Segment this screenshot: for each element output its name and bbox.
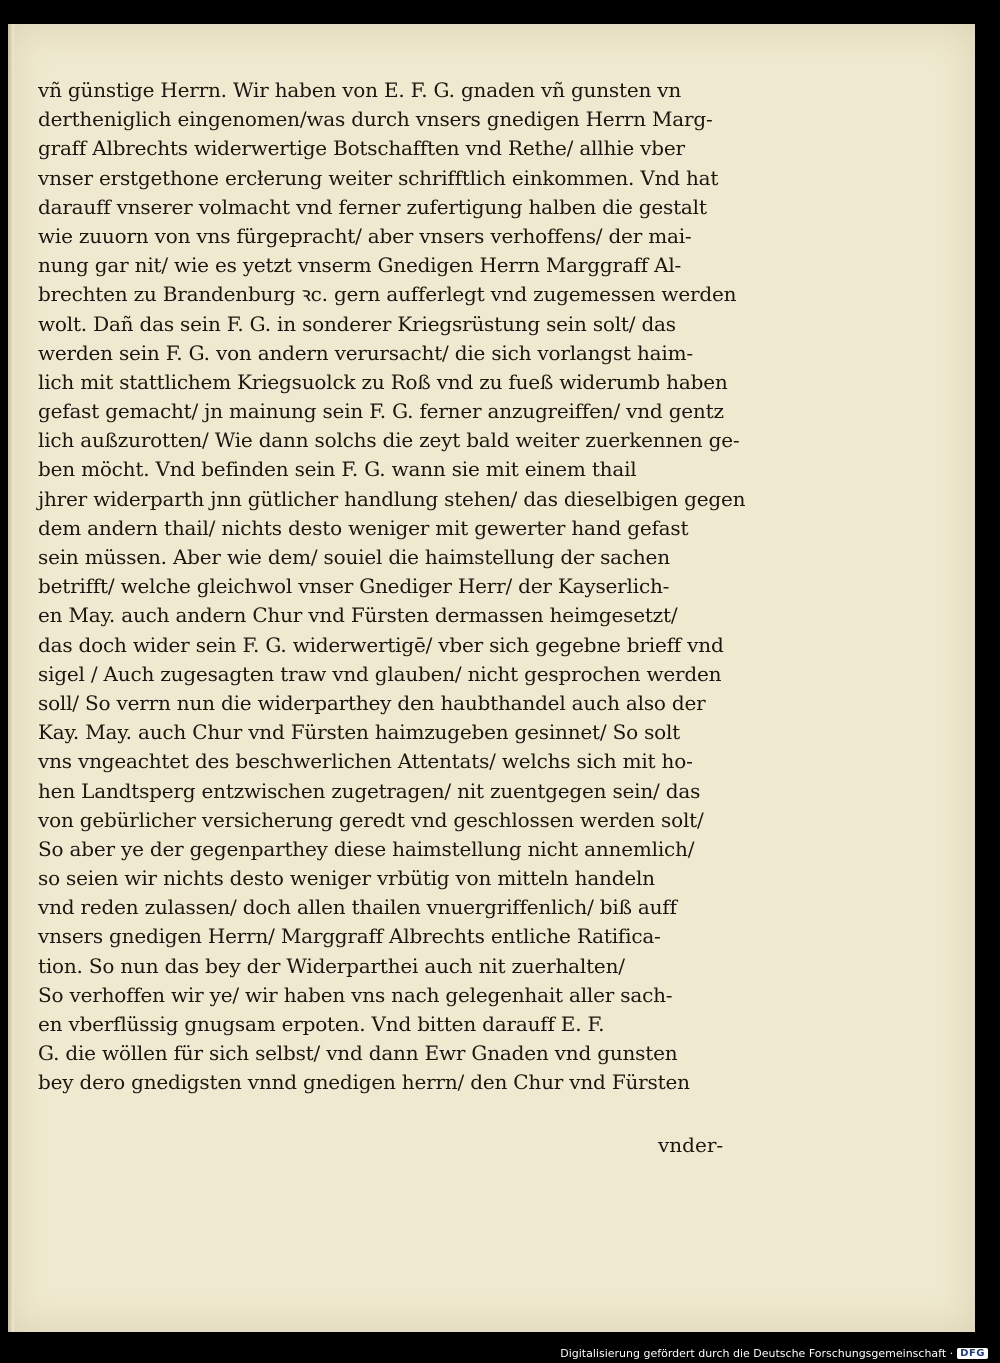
text-line: lich außzurotten/ Wie dann solchs die zeyt bald weiter zuerkennen ge-	[38, 428, 740, 453]
text-line: darauff vnserer volmacht vnd ferner zufertigung halben die gestalt	[38, 194, 707, 219]
text-line: vns vngeachtet des beschwerlichen Attentats/ welchs sich mit ho-	[38, 749, 693, 774]
text-line: vnsers gnedigen Herrn/ Marggraff Albrechts entliche Ratifica-	[38, 924, 661, 949]
text-line: en May. auch andern Chur vnd Fürsten dermassen heimgesetzt/	[38, 603, 678, 628]
text-line: brechten zu Brandenburg ꝛc. gern aufferlegt vnd zugemessen werden	[38, 282, 737, 307]
text-line: wie zuuorn von vns fürgepracht/ aber vnsers verhoffens/ der mai-	[38, 223, 692, 248]
catchword: vnder-	[658, 1133, 724, 1157]
document-page	[8, 24, 975, 1332]
text-block	[38, 76, 798, 1098]
text-line: So aber ye der gegenparthey diese haimstellung nicht annemlich/	[38, 836, 695, 861]
text-line: das doch wider sein F. G. widerwertigē/ vber sich gegebne brieff vnd	[38, 632, 724, 657]
text-line: Kay. May. auch Chur vnd Fürsten haimzugeben gesinnet/ So solt	[38, 720, 681, 745]
text-line: dem andern thail/ nichts desto weniger mit gewerter hand gefast	[38, 515, 689, 540]
text-line: dertheniglich eingenomen/was durch vnsers gnedigen Herrn Marg-	[38, 107, 713, 132]
text-line: lich mit stattlichem Kriegsuolck zu Roß vnd zu fueß widerumb haben	[38, 369, 728, 394]
text-line: tion. So nun das bey der Widerparthei auch nit zuerhalten/	[38, 953, 625, 978]
text-line: betrifft/ welche gleichwol vnser Gnediger Herr/ der Kayserlich-	[38, 574, 670, 599]
text-line: bey dero gnedigsten vnnd gnedigen herrn/ den Chur vnd Fürsten	[38, 1070, 690, 1095]
text-line: So verhoffen wir ye/ wir haben vns nach gelegenhait aller sach-	[38, 982, 673, 1007]
text-line: hen Landtsperg entzwischen zugetragen/ nit zuentgegen sein/ das	[38, 778, 701, 803]
page-edge	[8, 24, 14, 1332]
text-line: sigel / Auch zugesagten traw vnd glauben/ nicht gesprochen werden	[38, 661, 722, 686]
dfg-logo: DFG	[957, 1348, 988, 1359]
text-line: nung gar nit/ wie es yetzt vnserm Gnedigen Herrn Marggraff Al-	[38, 253, 682, 278]
text-line: vñ günstige Herrn. Wir haben von E. F. G. gnaden vñ gunsten vn	[38, 78, 682, 102]
text-line: von gebürlicher versicherung geredt vnd geschlossen werden solt/	[38, 807, 704, 832]
text-line: G. die wöllen für sich selbst/ vnd dann Ewr Gnaden vnd gunsten	[38, 1041, 678, 1066]
text-line: jhrer widerparth jnn gütlicher handlung stehen/ das dieselbigen gegen	[38, 486, 746, 511]
text-line: graff Albrechts widerwertige Botschafften vnd Rethe/ allhie vber	[38, 136, 685, 161]
text-line: sein müssen. Aber wie dem/ souiel die haimstellung der sachen	[38, 545, 670, 569]
text-line: gefast gemacht/ jn mainung sein F. G. ferner anzugreiffen/ vnd gentz	[38, 399, 724, 424]
footer-text: Digitalisierung gefördert durch die Deutsche Forschungsgemeinschaft ·	[560, 1347, 954, 1360]
text-line: werden sein F. G. von andern verursacht/ die sich vorlangst haim-	[38, 340, 693, 365]
text-line: vnser erstgethone ercłerung weiter schrifftlich einkommen. Vnd hat	[38, 165, 719, 190]
text-line: wolt. Dañ das sein F. G. in sonderer Kriegsrüstung sein solt/ das	[38, 311, 676, 336]
text-line: so seien wir nichts desto weniger vrbütig von mitteln handeln	[38, 866, 655, 891]
text-line: en vberflüssig gnugsam erpoten. Vnd bitten darauff E. F.	[38, 1012, 605, 1036]
footer-credit	[560, 1347, 988, 1360]
text-line: vnd reden zulassen/ doch allen thailen vnuergriffenlich/ biß auff	[38, 895, 677, 920]
text-line: soll/ So verrn nun die widerparthey den haubthandel auch also der	[38, 690, 706, 715]
text-line: ben möcht. Vnd befinden sein F. G. wann sie mit einem thail	[38, 457, 637, 482]
